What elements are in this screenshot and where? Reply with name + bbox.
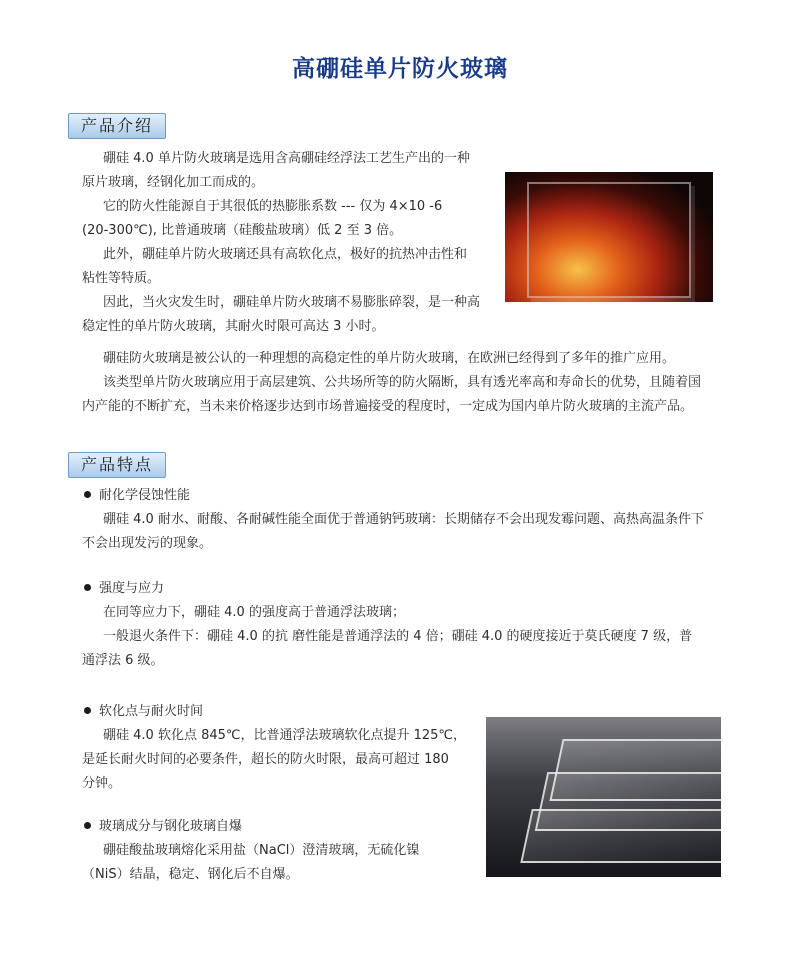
intro2-line-1: 硼硅防火玻璃是被公认的一种理想的高稳定性的单片防火玻璃，在欧洲已经得到了多年的推广应用。: [103, 351, 676, 366]
intro-line-1: 硼硅 4.0 单片防火玻璃是选用含高硼硅经浮法工艺生产出的一种: [103, 151, 470, 166]
feature-2-title: [84, 577, 164, 601]
feature-4-title: [84, 815, 242, 839]
feature-4-line-2: （NiS）结晶，稳定、钢化后不自爆。: [82, 867, 299, 882]
intro2-line-2: 该类型单片防火玻璃应用于高层建筑、公共场所等的防火隔断，具有透光率高和寿命长的优势，且随着国: [103, 375, 702, 390]
intro-line-7: 因此，当火灾发生时，硼硅单片防火玻璃不易膨胀碎裂，是一种高: [103, 295, 481, 310]
feature-3-title-text: 软化点与耐火时间: [99, 704, 204, 719]
feature-1-title-text: 耐化学侵蚀性能: [99, 488, 191, 503]
feature-2-title-text: 强度与应力: [99, 581, 165, 596]
page-title: 高硼硅单片防火玻璃: [292, 56, 508, 82]
intro2-line-3: 内产能的不断扩充，当未来价格逐步达到市场普遍接受的程度时，一定成为国内单片防火玻璃的主流产品。: [82, 399, 694, 414]
bullet-icon: [84, 822, 91, 829]
feature-4-title-text: 玻璃成分与钢化玻璃自爆: [99, 819, 243, 834]
feature-3-line-2: 是延长耐火时间的必要条件，超长的防火时限，最高可超过 180: [82, 752, 449, 767]
feature-3-title: [84, 700, 203, 724]
feature-2-line-3: 通浮法 6 级。: [82, 653, 164, 668]
glass-pane-outline: [527, 182, 691, 298]
feature-2-line-2: 一般退火条件下：硼硅 4.0 的抗 磨性能是普通浮法的 4 倍；硼硅 4.0 的硬度接近于莫氏硬度 7 级，普: [103, 629, 693, 644]
glass-sheet: [520, 809, 721, 863]
bullet-icon: [84, 707, 91, 714]
feature-3-line-1: 硼硅 4.0 软化点 845℃，比普通浮法玻璃软化点提升 125℃，: [103, 728, 467, 743]
intro-line-2: 原片玻璃，经钢化加工而成的。: [82, 175, 265, 190]
bullet-icon: [84, 491, 91, 498]
section-heading-intro: 产品介绍: [68, 113, 166, 139]
intro-line-6: 粘性等特质。: [82, 271, 161, 286]
feature-1-title: [84, 484, 190, 508]
bullet-icon: [84, 584, 91, 591]
section-heading-features: 产品特点: [68, 452, 166, 478]
intro-line-5: 此外，硼硅单片防火玻璃还具有高软化点，极好的抗热冲击性和: [103, 247, 468, 262]
fire-glass-image: [505, 172, 713, 302]
intro-line-8: 稳定性的单片防火玻璃，其耐火时限可高达 3 小时。: [82, 319, 385, 334]
intro-line-3: 它的防火性能源自于其很低的热膨胀系数 --- 仅为 4×10 -6: [103, 199, 443, 214]
glass-sheets-image: [486, 717, 721, 877]
intro-line-4: (20-300℃), 比普通玻璃（硅酸盐玻璃）低 2 至 3 倍。: [82, 223, 403, 238]
feature-3-line-3: 分钟。: [82, 776, 122, 791]
feature-1-line-2: 不会出现发污的现象。: [82, 536, 213, 551]
feature-2-line-1: 在同等应力下，硼硅 4.0 的强度高于普通浮法玻璃；: [103, 605, 405, 620]
feature-1-line-1: 硼硅 4.0 耐水、耐酸、各耐碱性能全面优于普通钠钙玻璃：长期储存不会出现发霉问题、高热高温条件下: [103, 512, 704, 527]
feature-4-line-1: 硼硅酸盐玻璃熔化采用盐（NaCl）澄清玻璃，无硫化镍: [103, 843, 420, 858]
